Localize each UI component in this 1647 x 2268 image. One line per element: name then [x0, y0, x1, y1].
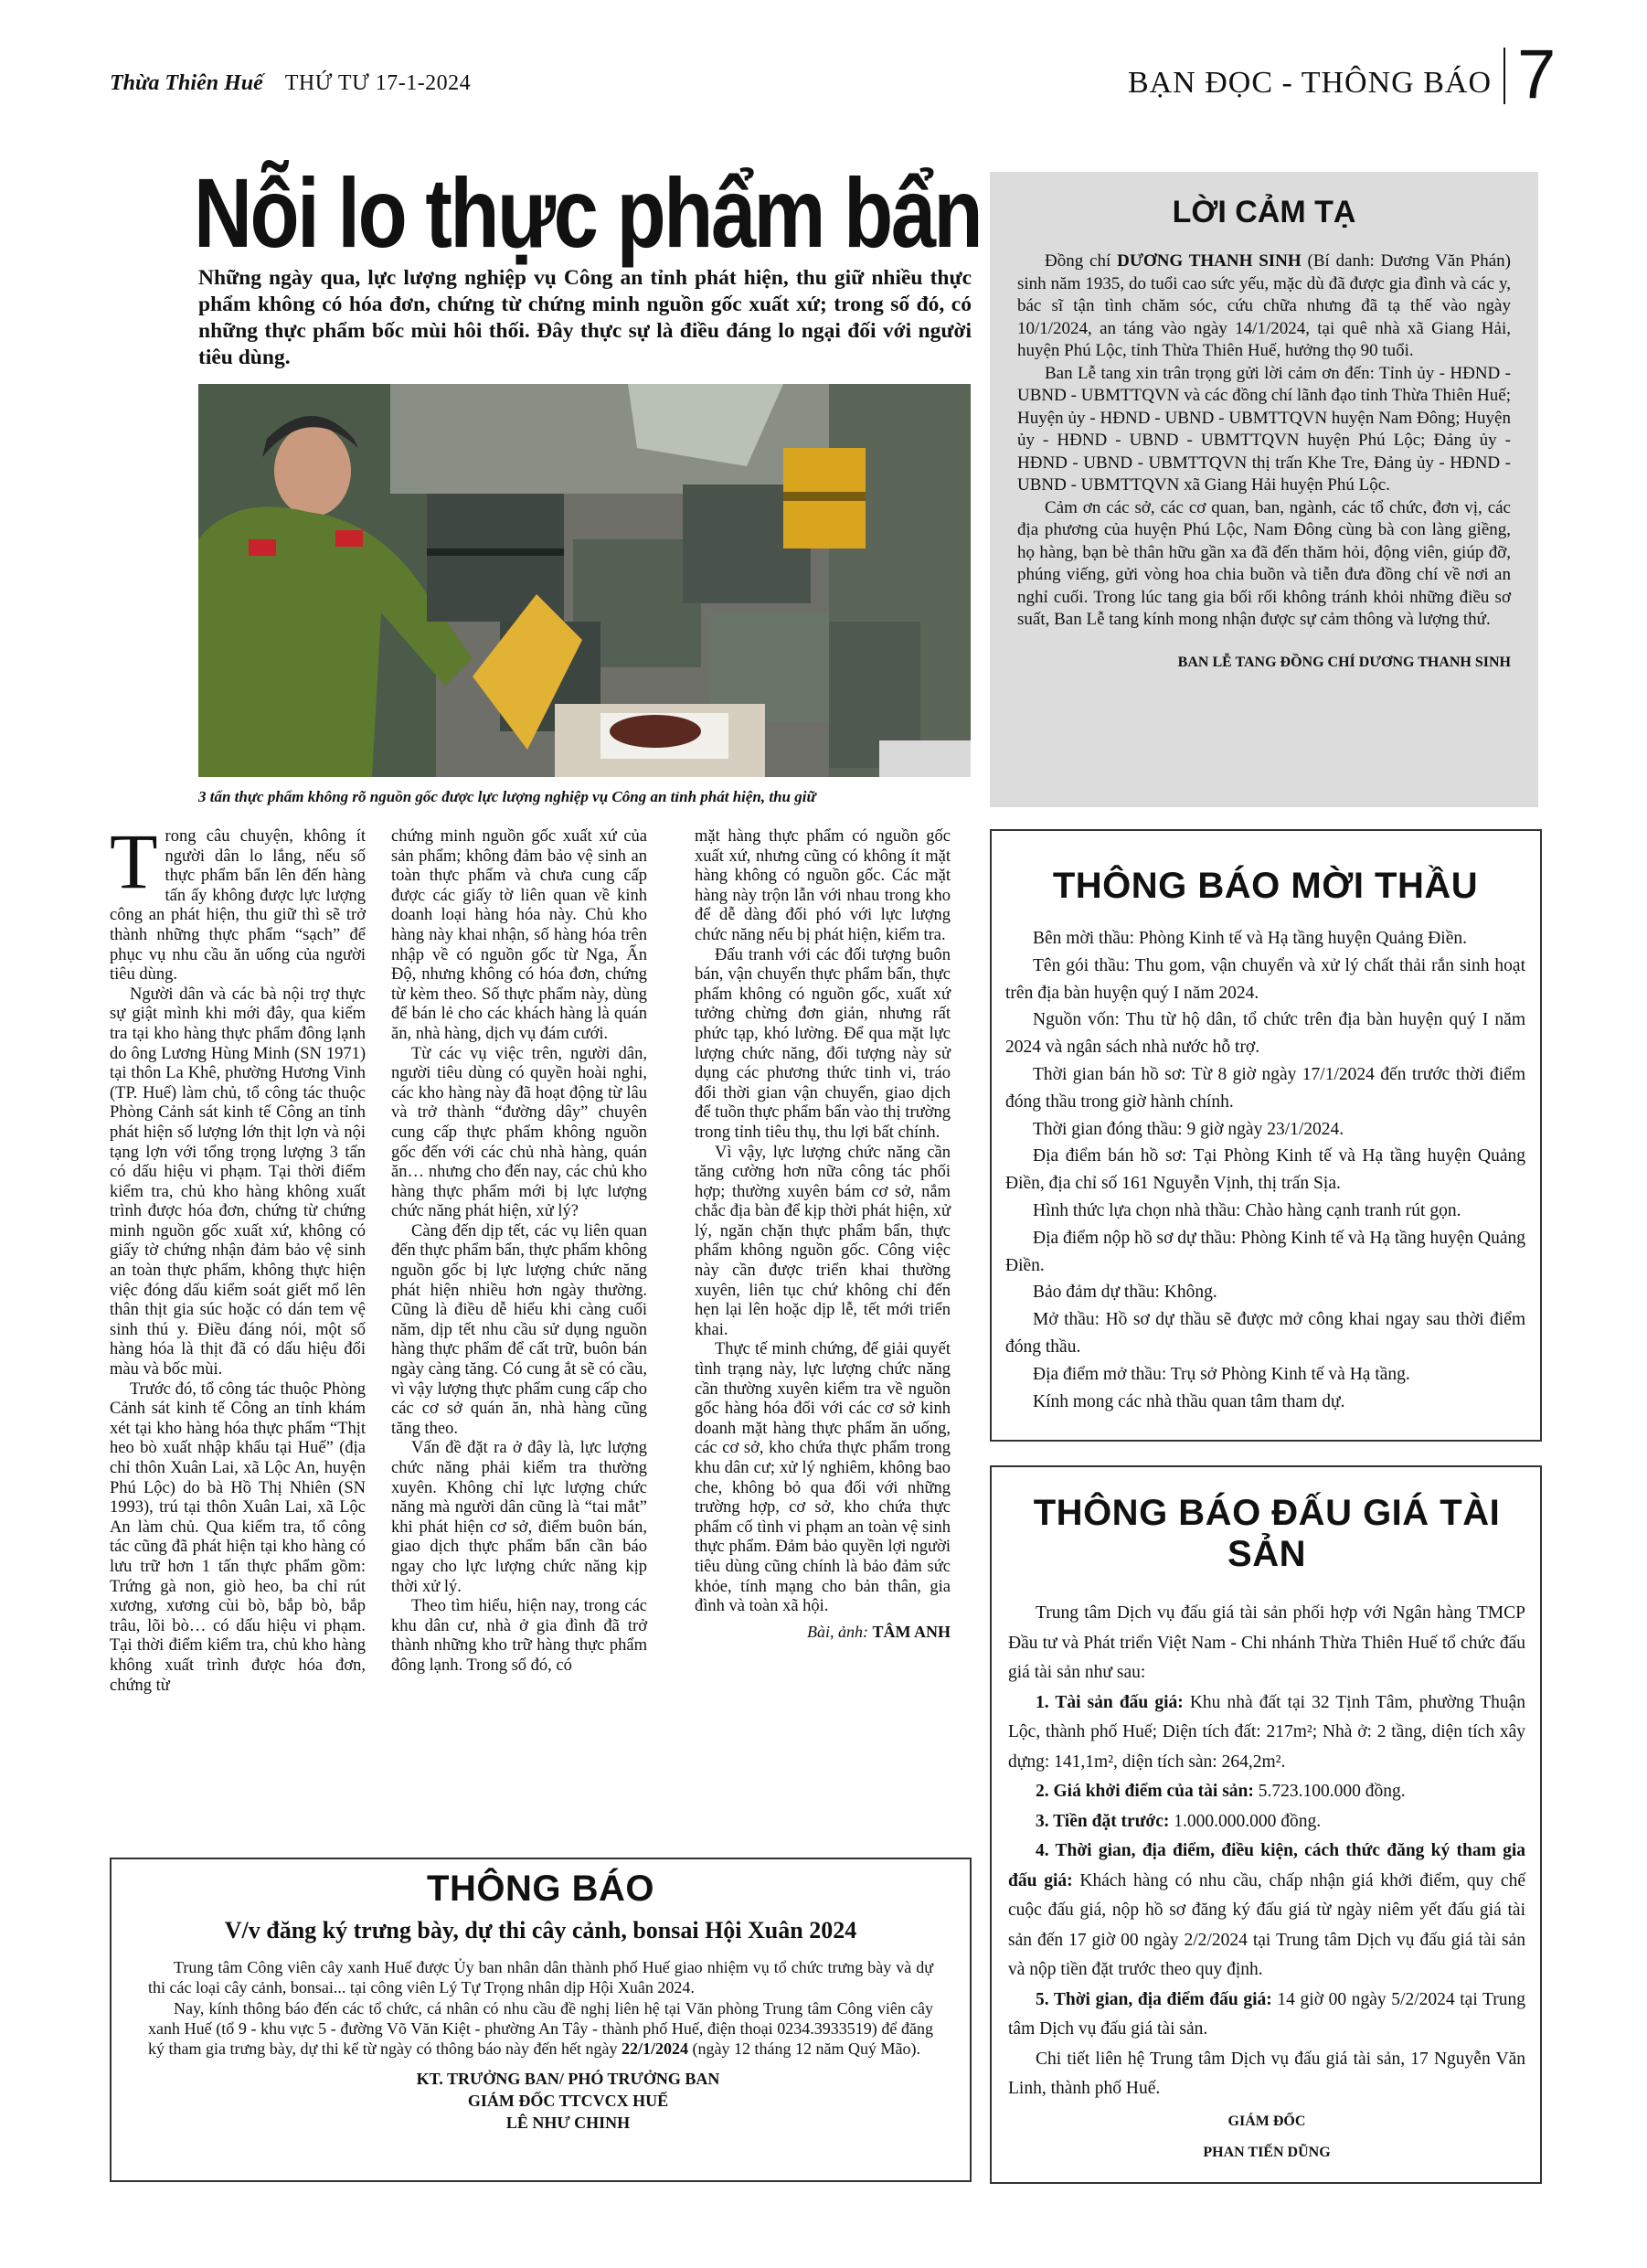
- auction-title: THÔNG BÁO ĐẤU GIÁ TÀI SẢN: [1033, 1493, 1501, 1574]
- tender-line: Nguồn vốn: Thu từ hộ dân, tổ chức trên địa bàn huyện quý I năm 2024 và ngân sách nhà nước hỗ trợ.: [1005, 1010, 1525, 1058]
- article-paragraph: Thực tế minh chứng, để giải quyết tình trạng này, lực lượng chức năng cần thường xuyên kiểm tra về nguồn gốc hàng hóa đối với các cơ sở kinh doanh mặt hàng thực phẩm ăn uống, các cơ sở, kho chứa thực phẩm trong khu dân cư; xử lý nghiêm, không bao che, không bỏ qua đối với những trường hợp, cơ sở, kho chứa thực phẩm cố tình vi phạm an toàn vệ sinh thực phẩm. Đảm bảo quyền lợi người tiêu dùng cũng chính là bảo đảm sức khỏe, tính mạng cho bản thân, gia đình và toàn xã hội.: [695, 1340, 951, 1616]
- masthead-divider: [1504, 48, 1505, 104]
- tender-line: Hình thức lựa chọn nhà thầu: Chào hàng cạnh tranh rút gọn.: [1033, 1200, 1461, 1220]
- auction-item: 2. Giá khởi điểm của tài sản: 5.723.100.000 đồng.: [1036, 1782, 1406, 1801]
- article-photo: [198, 384, 971, 777]
- article-paragraph: Theo tìm hiểu, hiện nay, trong các khu dân cư, nhà ở gia đình đã trở thành những kho trữ hàng thực phẩm đông lạnh. Trong số đó, có: [391, 1597, 647, 1675]
- article-paragraph: Vấn đề đặt ra ở đây là, lực lượng chức năng phải kiểm tra thường xuyên. Không chỉ lực lượng chức năng mà người dân cũng là “tai mắt” khi phát hiện cơ sở, điểm buôn bán, giao dịch thực phẩm bẩn cần báo ngay cho lực lượng chức năng kịp thời xử lý.: [391, 1439, 647, 1596]
- article-paragraph: Trong câu chuyện, không ít người dân lo lắng, nếu số thực phẩm bẩn lên đến hàng tấn ấy không được lực lượng công an phát hiện, thu giữ thì sẽ trở thành những thực phẩm “sạch” để phục vụ nhu cầu ăn uống của người tiêu dùng.: [110, 817, 366, 985]
- condolence-thanks-box: [990, 172, 1538, 807]
- auction-sign-name: PHAN TIẾN DŨNG: [1203, 2144, 1331, 2160]
- article-headline: Nỗi lo thực phẩm bẩn: [194, 157, 982, 268]
- article-paragraph: Càng đến dịp tết, các vụ liên quan đến thực phẩm bẩn, thực phẩm không nguồn gốc bị lực lượng chức năng phát hiện nhiều hơn ngày thường. Cũng là điều dễ hiểu khi càng cuối năm, dịp tết nhu cầu sử dụng nguồn hàng thực phẩm để cất trữ, buôn bán ngày càng tăng. Có cung ắt sẽ có cầu, vì vậy lượng thực phẩm cung cấp cho các cơ sở quán ăn, nhà hàng cũng tăng theo.: [391, 1221, 647, 1438]
- masthead: [110, 71, 471, 96]
- auction-item: 4. Thời gian, địa điểm, điều kiện, cách thức đăng ký tham gia đấu giá: Khách hàng có nhu cầu, chấp nhận giá khởi điểm, quy chế cuộc đấu giá, nộp hồ sơ đăng ký đấu giá từ ngày niêm yết đấu giá tài sản đến 17 giờ 00 ngày 2/2/2024 tại Trung tâm Dịch vụ đấu giá tài sản và nộp tiền đặt trước theo quy định.: [1008, 1841, 1525, 1979]
- newspaper-name: Thừa Thiên Huế: [110, 71, 263, 95]
- auction-contact: Chi tiết liên hệ Trung tâm Dịch vụ đấu giá tài sản, 17 Nguyễn Văn Linh, thành phố Huế.: [1008, 2049, 1525, 2098]
- article-column-2: [391, 827, 647, 1677]
- notice-subtitle: V/v đăng ký trưng bày, dự thi cây cảnh, bonsai Hội Xuân 2024: [224, 1917, 857, 1943]
- food-seizure-photo-illustration: [198, 384, 971, 777]
- notice-signature: KT. TRƯỞNG BAN/ PHÓ TRƯỞNG BAN GIÁM ĐỐC TTCVCX HUẾ LÊ NHƯ CHINH: [416, 2070, 720, 2133]
- notice-paragraph: Nay, kính thông báo đến các tổ chức, cá nhân có nhu cầu đề nghị liên hệ tại Văn phòng Trung tâm Công viên cây xanh Huế (tổ 9 - khu vực 5 - đường Võ Văn Kiệt - phường An Tây - thành phố Huế, điện thoại 0234.3933519) để đăng ký tham gia trưng bày, dự thi kể từ ngày có thông báo này đến hết ngày 22/1/2024 (ngày 12 tháng 12 năm Quý Mão).: [148, 1998, 933, 2059]
- tender-title: THÔNG BÁO MỜI THẦU: [1052, 866, 1479, 906]
- page-number: 7: [1517, 36, 1557, 113]
- article-paragraph: Vì vậy, lực lượng chức năng cần tăng cường hơn nữa công tác phối hợp; thường xuyên bám cơ sở, nắm chắc địa bàn để kịp thời phát hiện, xử lý, ngăn chặn thực phẩm bẩn, thực phẩm không nguồn gốc. Công việc này cần được triển khai thường xuyên, liên tục chứ không chỉ đến hẹn lại lên hoặc dịp lễ, tết mới triển khai.: [695, 1143, 951, 1339]
- tender-line: Bên mời thầu: Phòng Kinh tế và Hạ tầng huyện Quảng Điền.: [1033, 929, 1467, 948]
- tender-line: Địa điểm nộp hồ sơ dự thầu: Phòng Kinh tế và Hạ tầng huyện Quảng Điền.: [1005, 1228, 1525, 1275]
- article-lead: Những ngày qua, lực lượng nghiệp vụ Công an tỉnh phát hiện, thu giữ nhiều thực phẩm không có hóa đơn, chứng từ chứng minh nguồn gốc xuất xứ; trong số đó, có những thực phẩm bốc mùi hôi thối. Đây thực sự là điều đáng lo ngại đối với người tiêu dùng.: [198, 266, 972, 369]
- article-byline: Bài, ảnh: TÂM ANH: [807, 1622, 951, 1641]
- tender-line: Thời gian bán hồ sơ: Từ 8 giờ ngày 17/1/2024 đến trước thời điểm đóng thầu trong giờ hành chính.: [1005, 1064, 1525, 1112]
- section-title: BẠN ĐỌC - THÔNG BÁO: [1127, 66, 1492, 100]
- auction-sign-title: GIÁM ĐỐC: [1227, 2113, 1306, 2129]
- photo-caption: 3 tấn thực phẩm không rõ nguồn gốc được lực lượng nghiệp vụ Công an tỉnh phát hiện, thu giữ: [198, 788, 816, 805]
- tender-notice-box: [990, 829, 1542, 1442]
- article-paragraph: Đấu tranh với các đối tượng buôn bán, vận chuyển thực phẩm bẩn, thực phẩm không có nguồn gốc, xuất xứ tưởng chừng đơn giản, nhưng rất phức tạp, khó lường. Để qua mặt lực lượng chức năng, đối tượng này sử dụng các phương thức tinh vi, tráo đổi thời gian vận chuyển, giao dịch để tuồn thực phẩm bẩn vào thị trường trong tỉnh tiêu thụ, thu lợi bất chính.: [695, 945, 951, 1142]
- auction-intro: Trung tâm Dịch vụ đấu giá tài sản phối hợp với Ngân hàng TMCP Đầu tư và Phát triển Việt Nam - Chi nhánh Thừa Thiên Huế tổ chức đấu giá tài sản như sau:: [1008, 1603, 1525, 1682]
- article-paragraph: mặt hàng thực phẩm có nguồn gốc xuất xứ, nhưng cũng có không ít mặt hàng không có nguồn gốc. Các mặt hàng này trộn lẫn với nhau trong kho để dễ dàng đối phó với lực lượng chức năng nếu bị phát hiện, kiểm tra.: [695, 827, 951, 944]
- auction-item: 1. Tài sản đấu giá: Khu nhà đất tại 32 Tịnh Tâm, phường Thuận Lộc, thành phố Huế; Diện tích đất: 217m²; Nhà ở: 2 tầng, diện tích xây dựng: 141,1m², diện tích sàn: 264,2m².: [1008, 1692, 1526, 1772]
- notice-paragraph: Trung tâm Công viên cây xanh Huế được Ủy ban nhân dân thành phố Huế giao nhiệm vụ tổ chức trưng bày và dự thi các loại cây cảnh, bonsai... tại công viên Lý Tự Trọng nhân dịp Hội Xuân 2024.: [148, 1958, 933, 1997]
- article-paragraph: Người dân và các bà nội trợ thực sự giật mình khi mới đây, qua kiểm tra tại kho hàng thực phẩm đông lạnh do ông Lương Hùng Minh (SN 1971) tại thôn La Khê, phường Hương Vinh (TP. Huế) làm chủ, tổ công tác thuộc Phòng Cảnh sát kinh tế Công an tỉnh phát hiện số lượng lớn thịt lợn và nội tạng lợn với tổng trọng lượng 3 tấn có dấu hiệu vi phạm. Tại thời điểm kiểm tra, chủ kho hàng không xuất trình được hóa đơn, chứng từ chứng minh nguồn gốc xuất xứ, không có giấy tờ chứng nhận đảm bảo vệ sinh an toàn thực phẩm, không thực hiện việc đóng dấu kiểm soát giết mổ lên thân thịt gia súc hoặc có dán tem vệ sinh thú y. Điều đáng nói, một số hàng hóa là thịt đã có dấu hiệu đổi màu và bốc mùi.: [110, 985, 366, 1379]
- tender-line: Tên gói thầu: Thu gom, vận chuyển và xử lý chất thải rắn sinh hoạt trên địa bàn huyện quý I năm 2024.: [1005, 955, 1525, 1003]
- article-paragraph: Từ các vụ việc trên, người dân, người tiêu dùng có quyền hoài nghi, các kho hàng này đã hoạt động từ lâu và trở thành “đường dây” chuyên cung cấp thực phẩm không nguồn gốc đến với các chủ nhà hàng, quán ăn… nhưng cho đến nay, các chủ kho hàng thực phẩm mới bị lực lượng chức năng phát hiện, xử lý?: [391, 1044, 647, 1221]
- auction-item: 3. Tiền đặt trước: 1.000.000.000 đồng.: [1036, 1811, 1322, 1831]
- tender-line: Bảo đảm dự thầu: Không.: [1033, 1283, 1217, 1303]
- auction-item: 5. Thời gian, địa điểm đấu giá: 14 giờ 00 ngày 5/2/2024 tại Trung tâm Dịch vụ đấu giá tài sản.: [1008, 1989, 1526, 2039]
- notice-title: THÔNG BÁO: [427, 1869, 654, 1909]
- thanks-paragraph: Cảm ơn các sở, các cơ quan, ban, ngành, các tổ chức, đơn vị, các địa phương của huyện Phú Lộc, Nam Đông cùng bà con làng giềng, họ hàng, bạn bè thân hữu gần xa đã đến thăm hỏi, động viên, giúp đỡ, phúng viếng, gửi vòng hoa chia buồn và tiễn đưa đồng chí về nơi an nghỉ cuối. Trong lúc tang gia bối rối không tránh khỏi những điều sơ suất, Ban Lễ tang kính mong nhận được sự cảm thông và lượng thứ.: [1017, 497, 1511, 629]
- drop-cap: T: [110, 817, 158, 905]
- thanks-paragraph: Đồng chí DƯƠNG THANH SINH (Bí danh: Dương Văn Phán) sinh năm 1935, do tuổi cao sức yếu, mặc dù đã được gia đình và các y, bác sĩ tận tình chăm sóc, cứu chữa nhưng đã tạ thế vào ngày 10/1/2024, an táng vào ngày 14/1/2024, tại quê nhà xã Giang Hải, huyện Phú Lộc, tỉnh Thừa Thiên Huế, hưởng thọ 90 tuổi.: [1017, 251, 1511, 360]
- thanks-title: LỜI CẢM TẠ: [1172, 195, 1356, 229]
- tender-line: Địa điểm mở thầu: Trụ sở Phòng Kinh tế và Hạ tầng.: [1033, 1364, 1410, 1384]
- thanks-paragraph: Ban Lễ tang xin trân trọng gửi lời cảm ơn đến: Tỉnh ủy - HĐND - UBND - UBMTTQVN và các đồng chí lãnh đạo tỉnh Thừa Thiên Huế; Huyện ủy - HĐND - UBND - UBMTTQVN huyện Nam Đông; Huyện ủy - HĐND - UBND - UBMTTQVN huyện Phú Lộc; Đảng ủy - HĐND - UBND - UBMTTQVN thị trấn Khe Tre, Đảng ủy - HĐND - UBND - UBMTTQVN xã Giang Hải huyện Phú Lộc.: [1017, 363, 1511, 495]
- article-column-3: [695, 827, 951, 1642]
- article-paragraph: Trước đó, tổ công tác thuộc Phòng Cảnh sát kinh tế Công an tỉnh khám xét tại kho hàng hóa thực phẩm “Thịt heo bò xuất nhập khẩu tại Huế” (địa chỉ thôn Xuân Lai, xã Lộc An, huyện Phú Lộc) do bà Hồ Thị Nhiên (SN 1993), trú tại thôn Xuân Lai, xã Lộc An làm chủ. Qua kiểm tra, tổ công tác cũng đã phát hiện tại kho hàng có lưu trữ hơn 1 tấn thực phẩm gồm: Trứng gà non, giò heo, ba chỉ rút xương, xương cùi bò, bắp bò, bắp trâu, lõi bò… có dấu hiệu vi phạm. Tại thời điểm kiểm tra, chủ kho hàng không xuất trình được hóa đơn, chứng từ: [110, 1379, 366, 1695]
- issue-date: THỨ TƯ 17-1-2024: [284, 71, 472, 95]
- auction-notice-box: [990, 1465, 1542, 2184]
- article-paragraph: chứng minh nguồn gốc xuất xứ của sản phẩm; không đảm bảo vệ sinh an toàn thực phẩm và chưa cung cấp được các giấy tờ liên quan về kinh doanh loại hàng hóa này. Chủ kho hàng này khai nhận, số hàng hóa trên nhập về có nguồn gốc từ Nga, Ấn Độ, nhưng không có hóa đơn, chứng từ kèm theo. Số thực phẩm này, dùng để bán lẻ cho các khách hàng là quán ăn, nhà hàng, dịch vụ đám cưới.: [391, 827, 647, 1043]
- tender-line: Thời gian đóng thầu: 9 giờ ngày 23/1/2024.: [1033, 1119, 1344, 1139]
- bonsai-notice-box: [110, 1858, 972, 2182]
- thanks-signature: BAN LỄ TANG ĐỒNG CHÍ DƯƠNG THANH SINH: [1177, 654, 1511, 670]
- article-column-1: [110, 817, 366, 1696]
- tender-line: Địa điểm bán hồ sơ: Tại Phòng Kinh tế và Hạ tầng huyện Quảng Điền, địa chỉ số 161 Nguyễn Vịnh, thị trấn Sịa.: [1005, 1146, 1525, 1194]
- tender-line: Kính mong các nhà thầu quan tâm tham dự.: [1033, 1391, 1345, 1411]
- tender-line: Mở thầu: Hồ sơ dự thầu sẽ được mở công khai ngay sau thời điểm đóng thầu.: [1005, 1310, 1525, 1357]
